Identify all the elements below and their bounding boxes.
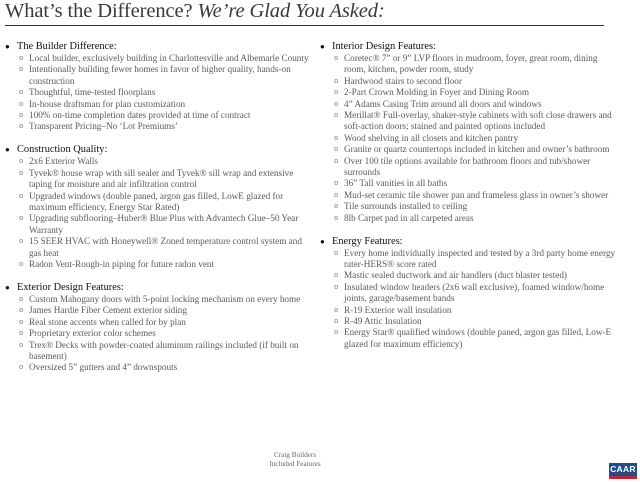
feature-item (320, 213, 620, 224)
hollow-bullet-icon: o (19, 111, 24, 120)
left-column (5, 40, 310, 384)
title-italic: We’re Glad You Asked: (197, 0, 385, 22)
feature-item-text: Hardwood stairs to second floor (344, 75, 462, 86)
section-bullet-icon: ● (320, 236, 325, 246)
section-heading-text: Construction Quality: (17, 144, 108, 156)
feature-item (5, 340, 310, 363)
feature-item (320, 305, 620, 316)
feature-item-text: Upgrading subflooring–Huber® Blue Plus with Advantech Glue–50 Year Warranty (29, 213, 299, 235)
feature-item-text: Insulated window headers (2x6 wall exclusive), foamed window/home joints, garage/basement bands (344, 281, 605, 304)
feature-item (320, 76, 620, 87)
feature-item-text: Intentionally building fewer homes in favor of higher quality, hands-on construction (29, 64, 291, 86)
feature-item (5, 305, 310, 316)
feature-item (5, 259, 310, 270)
section-heading (320, 235, 620, 248)
footer-company: Craig Builders (273, 451, 317, 459)
hollow-bullet-icon: o (334, 213, 339, 222)
section-heading-text: Exterior Design Features: (17, 281, 124, 293)
feature-item-text: Energy Star® qualified windows (double paned, argon gas filled, Low-E glazed for maximum efficiency) (344, 327, 612, 349)
feature-item (5, 362, 310, 373)
hollow-bullet-icon: o (19, 329, 24, 338)
feature-item-text: Mastic sealed ductwork and air handlers (duct blaster tested) (344, 270, 567, 281)
feature-item (320, 99, 620, 110)
hollow-bullet-icon: o (19, 294, 24, 303)
hollow-bullet-icon: o (334, 76, 339, 85)
feature-item (320, 316, 620, 327)
section-heading-text: Energy Features: (332, 235, 403, 247)
feature-item-text: Merillat® Full-overlay, shaker-style cabinets with soft close drawers and soft-action doors; stained and painted options included (344, 110, 612, 132)
feature-item-text: Oversized 5” gutters and 4” downspouts (29, 362, 178, 373)
hollow-bullet-icon: o (19, 214, 24, 223)
feature-item (5, 168, 310, 191)
hollow-bullet-icon: o (334, 282, 339, 291)
right-column (320, 40, 620, 361)
feature-list (5, 156, 310, 270)
feature-item (5, 213, 310, 236)
feature-list (5, 53, 310, 133)
hollow-bullet-icon: o (334, 317, 339, 326)
feature-list (320, 53, 620, 224)
hollow-bullet-icon: o (19, 122, 24, 131)
feature-item-text: Tyvek® house wrap with sill sealer and Tyvek® sill wrap and extensive taping for moisture and air infiltration control (29, 167, 294, 190)
feature-item-text: Mud-set ceramic tile shower pan and frameless glass in owner’s shower (344, 189, 609, 200)
feature-item (320, 248, 620, 271)
feature-item (320, 53, 620, 76)
hollow-bullet-icon: o (334, 156, 339, 165)
feature-item (320, 270, 620, 281)
feature-item-text: 36” Tall vanities in all baths (344, 178, 448, 189)
feature-item (5, 236, 310, 259)
section-interior-design-features (320, 40, 620, 224)
section-construction-quality (5, 143, 310, 270)
feature-item (5, 328, 310, 339)
hollow-bullet-icon: o (19, 88, 24, 97)
section-heading (5, 143, 310, 156)
feature-item (5, 110, 310, 121)
feature-item-text: Trex® Decks with powder-coated aluminum railings included (if built on basement) (29, 339, 299, 361)
hollow-bullet-icon: o (19, 99, 24, 108)
feature-item (5, 53, 310, 64)
feature-item-text: Real stone accents when called for by plan (29, 316, 186, 327)
section-heading (5, 281, 310, 294)
section-bullet-icon: ● (320, 42, 325, 51)
feature-item-text: Wood shelving in all closets and kitchen pantry (344, 132, 519, 143)
feature-list (5, 294, 310, 374)
hollow-bullet-icon: o (19, 306, 24, 315)
feature-item (320, 110, 620, 133)
feature-item-text: 15 SEER HVAC with Honeywell® Zoned temperature control system and gas heat (29, 236, 302, 258)
feature-item (320, 87, 620, 98)
feature-item (320, 282, 620, 305)
feature-item (5, 294, 310, 305)
feature-item-text: R-19 Exterior wall insulation (344, 304, 452, 315)
feature-item (320, 156, 620, 179)
feature-item-text: Every home individually inspected and tested by a 3rd party home energy rater-HERS® score rated (344, 247, 616, 269)
feature-item (5, 317, 310, 328)
hollow-bullet-icon: o (334, 190, 339, 199)
feature-item-text: Granite or quartz countertops included in kitchen and owner’s bathroom (344, 144, 610, 155)
hollow-bullet-icon: o (334, 305, 339, 314)
feature-item (5, 99, 310, 110)
hollow-bullet-icon: o (19, 237, 24, 246)
hollow-bullet-icon: o (334, 54, 339, 62)
hollow-bullet-icon: o (19, 157, 24, 166)
feature-item (320, 327, 620, 350)
feature-item-text: 8lb Carpet pad in all carpeted areas (344, 212, 474, 223)
section-heading-text: Interior Design Features: (332, 41, 436, 52)
caar-logo-stripe (609, 476, 637, 479)
feature-item (320, 144, 620, 155)
feature-item-text: 2-Part Crown Molding in Foyer and Dining Room (344, 87, 530, 98)
hollow-bullet-icon: o (19, 260, 24, 268)
hollow-bullet-icon: o (19, 191, 24, 200)
footer (240, 451, 350, 469)
hollow-bullet-icon: o (334, 328, 339, 337)
feature-item-text: Thoughtful, time-tested floorplans (29, 87, 156, 98)
page-title (5, 0, 385, 23)
hollow-bullet-icon: o (334, 248, 339, 257)
feature-item-text: In-house draftsman for plan customization (29, 98, 186, 109)
feature-item-text: Radon Vent-Rough-in piping for future radon vent (29, 259, 215, 269)
feature-item (5, 87, 310, 98)
feature-list (320, 248, 620, 351)
feature-item-text: R-49 Attic Insulation (344, 316, 422, 327)
section-heading (5, 40, 310, 53)
feature-item (320, 190, 620, 201)
hollow-bullet-icon: o (19, 65, 24, 74)
feature-item-text: Local builder, exclusively building in Charlottesville and Albemarle County (29, 53, 309, 63)
feature-item-text: 2x6 Exterior Walls (29, 156, 99, 167)
feature-item (5, 156, 310, 167)
feature-item-text: Over 100 tile options available for bathroom floors and tub/shower surrounds (344, 155, 591, 178)
feature-item (5, 121, 310, 132)
feature-item-text: Tile surrounds installed to ceiling (344, 201, 468, 212)
hollow-bullet-icon: o (334, 111, 339, 120)
feature-item-text: Transparent Pricing–No ‘Lot Premiums’ (29, 121, 178, 132)
feature-item-text: James Hardie Fiber Cement exterior siding (29, 305, 187, 316)
feature-item-text: Custom Mahogany doors with 5-point locking mechanism on every home (29, 293, 301, 304)
hollow-bullet-icon: o (19, 317, 24, 326)
feature-item (5, 191, 310, 214)
title-plain: What’s the Difference? (5, 0, 193, 22)
section-bullet-icon: ● (5, 42, 10, 51)
hollow-bullet-icon: o (334, 88, 339, 97)
section-heading-text: The Builder Difference: (17, 41, 117, 52)
feature-item (320, 133, 620, 144)
section-bullet-icon: ● (5, 145, 10, 155)
hollow-bullet-icon: o (19, 340, 24, 349)
feature-item-text: 4” Adams Casing Trim around all doors and windows (344, 98, 542, 109)
hollow-bullet-icon: o (19, 363, 24, 372)
feature-item-text: Proprietary exterior color schemes (29, 328, 156, 339)
section-the-builder-difference (5, 40, 310, 133)
title-divider (5, 25, 604, 26)
feature-item-text: Coretec® 7” or 9” LVP floors in mudroom, foyer, great room, dining room, kitchen, powder room, study (344, 53, 598, 75)
section-energy-features (320, 235, 620, 351)
hollow-bullet-icon: o (334, 271, 339, 280)
feature-item (320, 178, 620, 189)
hollow-bullet-icon: o (334, 202, 339, 211)
section-exterior-design-features (5, 281, 310, 374)
hollow-bullet-icon: o (334, 99, 339, 108)
hollow-bullet-icon: o (19, 54, 24, 62)
feature-item-text: Upgraded windows (double paned, argon gas filled, LowE glazed for maximum efficiency, Energy Star Rated) (29, 190, 284, 212)
hollow-bullet-icon: o (334, 133, 339, 142)
hollow-bullet-icon: o (334, 145, 339, 154)
feature-item (320, 201, 620, 212)
caar-logo: CAAR (610, 464, 636, 474)
feature-item-text: 100% on-time completion dates provided at time of contract (29, 110, 251, 121)
footer-caption: Included Features (269, 460, 321, 468)
section-heading (320, 40, 620, 53)
hollow-bullet-icon: o (19, 168, 24, 177)
hollow-bullet-icon: o (334, 179, 339, 188)
feature-item (5, 64, 310, 87)
section-bullet-icon: ● (5, 282, 10, 292)
